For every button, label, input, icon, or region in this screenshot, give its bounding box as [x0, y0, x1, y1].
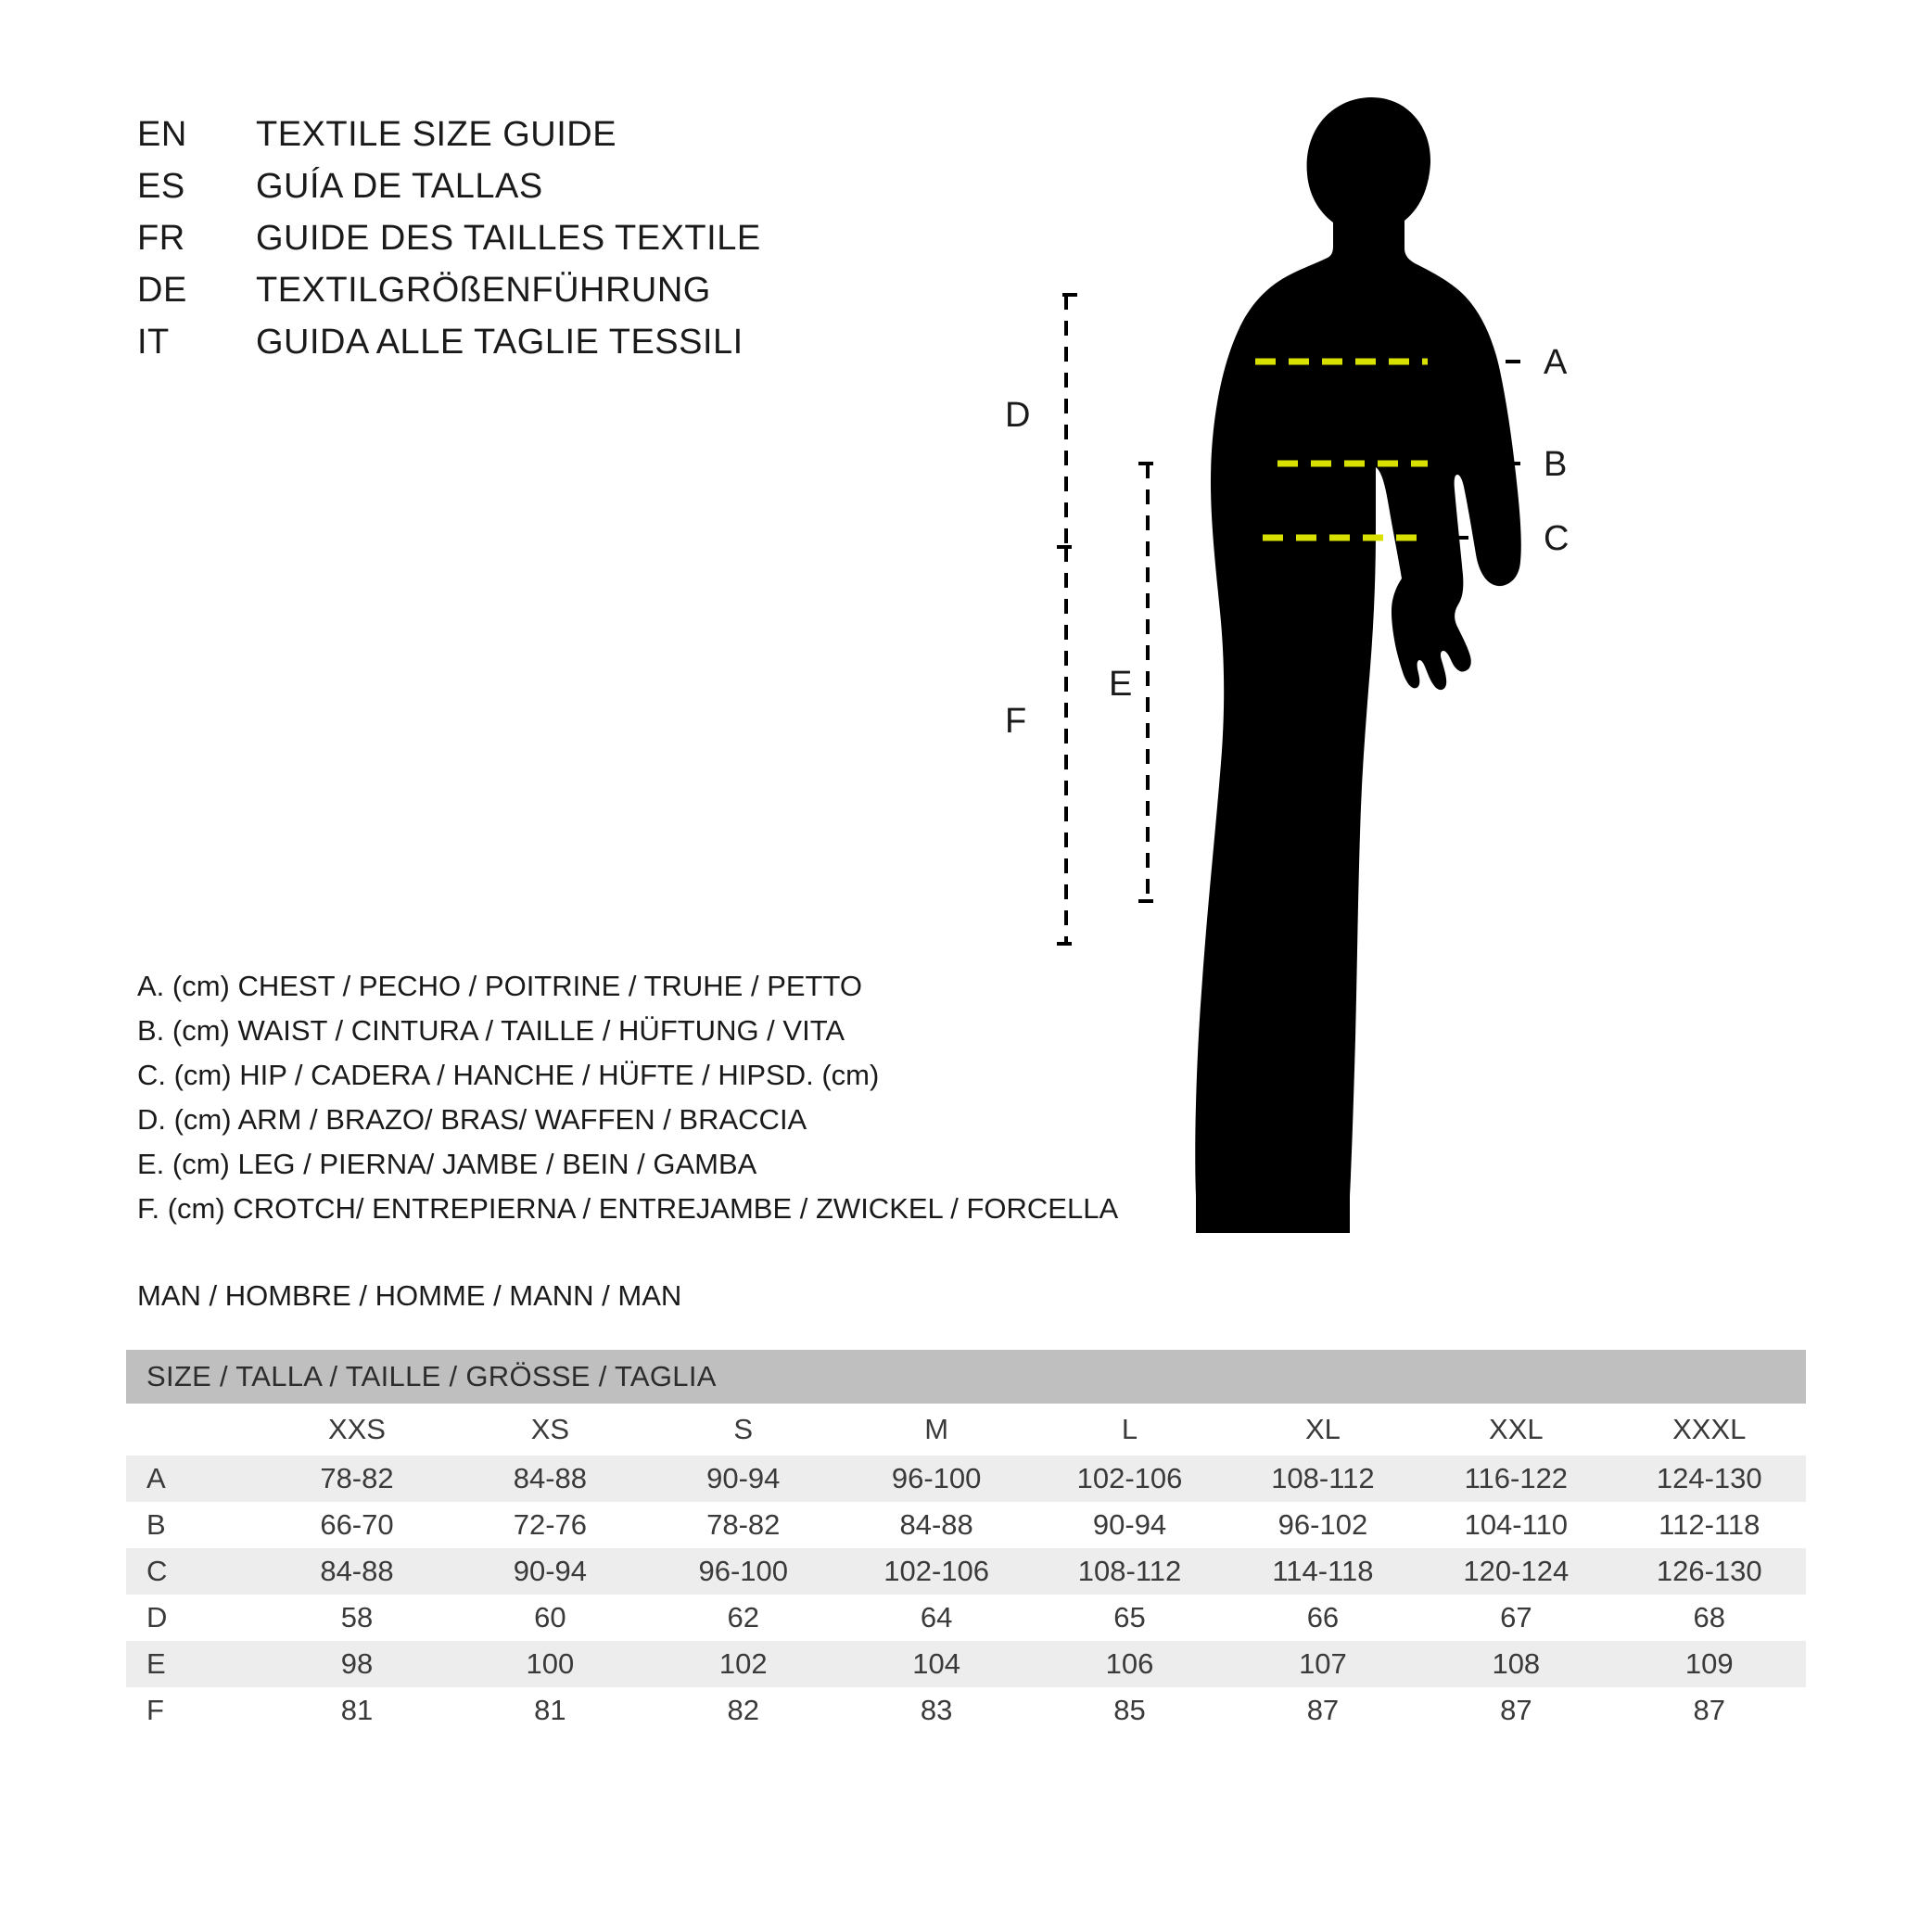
cell-a-xl: 108-112	[1227, 1455, 1419, 1502]
cell-e-xxs: 98	[261, 1641, 453, 1687]
language-code: IT	[137, 323, 170, 362]
cell-c-s: 96-100	[647, 1548, 840, 1595]
cell-e-xl: 107	[1227, 1641, 1419, 1687]
row-label-a: A	[126, 1455, 261, 1502]
language-title: TEXTILE SIZE GUIDE	[256, 115, 617, 154]
body-measurement-diagram	[1005, 93, 1900, 1233]
column-header-l: L	[1033, 1404, 1226, 1455]
table-row	[126, 1502, 1806, 1548]
table-band-label: SIZE / TALLA / TAILLE / GRÖSSE / TAGLIA	[126, 1350, 1806, 1404]
dimension-label-e: E	[1109, 665, 1133, 704]
legend-item-e: E. (cm) LEG / PIERNA/ JAMBE / BEIN / GAMBA	[137, 1148, 757, 1180]
cell-b-m: 84-88	[840, 1502, 1033, 1548]
cell-b-l: 90-94	[1033, 1502, 1226, 1548]
gender-note: MAN / HOMBRE / HOMME / MANN / MAN	[137, 1279, 682, 1312]
cell-d-l: 65	[1033, 1595, 1226, 1641]
dimension-d	[1057, 295, 1077, 547]
table-column-header-row	[126, 1404, 1806, 1455]
cell-a-s: 90-94	[647, 1455, 840, 1502]
legend-item-b: B. (cm) WAIST / CINTURA / TAILLE / HÜFTUNG / VITA	[137, 1014, 845, 1047]
cell-c-m: 102-106	[840, 1548, 1033, 1595]
cell-a-xxs: 78-82	[261, 1455, 453, 1502]
dimension-label-f: F	[1005, 702, 1027, 741]
language-code: EN	[137, 115, 187, 154]
row-label-b: B	[126, 1502, 261, 1548]
cell-d-xxl: 67	[1419, 1595, 1612, 1641]
size-chart-table	[126, 1350, 1806, 1734]
language-code: FR	[137, 219, 185, 258]
language-title: GUÍA DE TALLAS	[256, 167, 543, 206]
language-title-block	[137, 115, 761, 375]
row-label-c: C	[126, 1548, 261, 1595]
cell-f-s: 82	[647, 1687, 840, 1734]
table-row	[126, 1595, 1806, 1641]
table-corner-cell	[126, 1404, 261, 1455]
language-code: DE	[137, 271, 187, 310]
legend-item-c: C. (cm) HIP / CADERA / HANCHE / HÜFTE / HIPSD. (cm)	[137, 1059, 880, 1091]
cell-b-xl: 96-102	[1227, 1502, 1419, 1548]
cell-c-l: 108-112	[1033, 1548, 1226, 1595]
column-header-m: M	[840, 1404, 1033, 1455]
cell-e-xs: 100	[453, 1641, 646, 1687]
cell-a-xxl: 116-122	[1419, 1455, 1612, 1502]
cell-f-xxxl: 87	[1613, 1687, 1806, 1734]
table-row	[126, 1687, 1806, 1734]
dimension-f	[1057, 547, 1077, 944]
row-label-d: D	[126, 1595, 261, 1641]
cell-d-s: 62	[647, 1595, 840, 1641]
measurement-legend	[137, 964, 1118, 1231]
legend-item-a: A. (cm) CHEST / PECHO / POITRINE / TRUHE / PETTO	[137, 970, 862, 1002]
cell-b-xxl: 104-110	[1419, 1502, 1612, 1548]
language-row	[137, 219, 761, 271]
cell-d-xxs: 58	[261, 1595, 453, 1641]
cell-d-xl: 66	[1227, 1595, 1419, 1641]
cell-c-xxl: 120-124	[1419, 1548, 1612, 1595]
cell-d-m: 64	[840, 1595, 1033, 1641]
cell-d-xxxl: 68	[1613, 1595, 1806, 1641]
cell-f-xs: 81	[453, 1687, 646, 1734]
dimension-e	[1138, 464, 1159, 901]
cell-b-s: 78-82	[647, 1502, 840, 1548]
legend-item-f: F. (cm) CROTCH/ ENTREPIERNA / ENTREJAMBE / ZWICKEL / FORCELLA	[137, 1192, 1119, 1225]
male-silhouette	[1195, 97, 1521, 1233]
cell-a-xxxl: 124-130	[1613, 1455, 1806, 1502]
language-title: TEXTILGRÖßENFÜHRUNG	[256, 271, 711, 310]
cell-e-xxl: 108	[1419, 1641, 1612, 1687]
cell-c-xl: 114-118	[1227, 1548, 1419, 1595]
cell-f-m: 83	[840, 1687, 1033, 1734]
language-title: GUIDE DES TAILLES TEXTILE	[256, 219, 761, 258]
language-row	[137, 167, 761, 219]
row-label-f: F	[126, 1687, 261, 1734]
cell-b-xxxl: 112-118	[1613, 1502, 1806, 1548]
cell-e-l: 106	[1033, 1641, 1226, 1687]
marker-label-b: B	[1544, 445, 1568, 484]
cell-f-xxs: 81	[261, 1687, 453, 1734]
cell-f-l: 85	[1033, 1687, 1226, 1734]
cell-f-xl: 87	[1227, 1687, 1419, 1734]
marker-label-a: A	[1544, 343, 1568, 382]
column-header-xl: XL	[1227, 1404, 1419, 1455]
language-row	[137, 115, 761, 167]
table-row	[126, 1548, 1806, 1595]
cell-a-m: 96-100	[840, 1455, 1033, 1502]
dimension-label-d: D	[1005, 396, 1031, 435]
legend-item-d: D. (cm) ARM / BRAZO/ BRAS/ WAFFEN / BRACCIA	[137, 1103, 807, 1136]
row-label-e: E	[126, 1641, 261, 1687]
language-title: GUIDA ALLE TAGLIE TESSILI	[256, 323, 744, 362]
language-row	[137, 323, 761, 375]
cell-e-s: 102	[647, 1641, 840, 1687]
table-row	[126, 1455, 1806, 1502]
cell-d-xs: 60	[453, 1595, 646, 1641]
column-header-s: S	[647, 1404, 840, 1455]
cell-b-xs: 72-76	[453, 1502, 646, 1548]
column-header-xxs: XXS	[261, 1404, 453, 1455]
table-band-header	[126, 1350, 1806, 1404]
cell-f-xxl: 87	[1419, 1687, 1612, 1734]
column-header-xxl: XXL	[1419, 1404, 1612, 1455]
cell-e-xxxl: 109	[1613, 1641, 1806, 1687]
language-code: ES	[137, 167, 185, 206]
cell-e-m: 104	[840, 1641, 1033, 1687]
column-header-xs: XS	[453, 1404, 646, 1455]
cell-b-xxs: 66-70	[261, 1502, 453, 1548]
marker-label-c: C	[1544, 519, 1570, 558]
cell-c-xxs: 84-88	[261, 1548, 453, 1595]
language-row	[137, 271, 761, 323]
column-header-xxxl: XXXL	[1613, 1404, 1806, 1455]
cell-c-xxxl: 126-130	[1613, 1548, 1806, 1595]
table-row	[126, 1641, 1806, 1687]
cell-a-l: 102-106	[1033, 1455, 1226, 1502]
cell-c-xs: 90-94	[453, 1548, 646, 1595]
cell-a-xs: 84-88	[453, 1455, 646, 1502]
